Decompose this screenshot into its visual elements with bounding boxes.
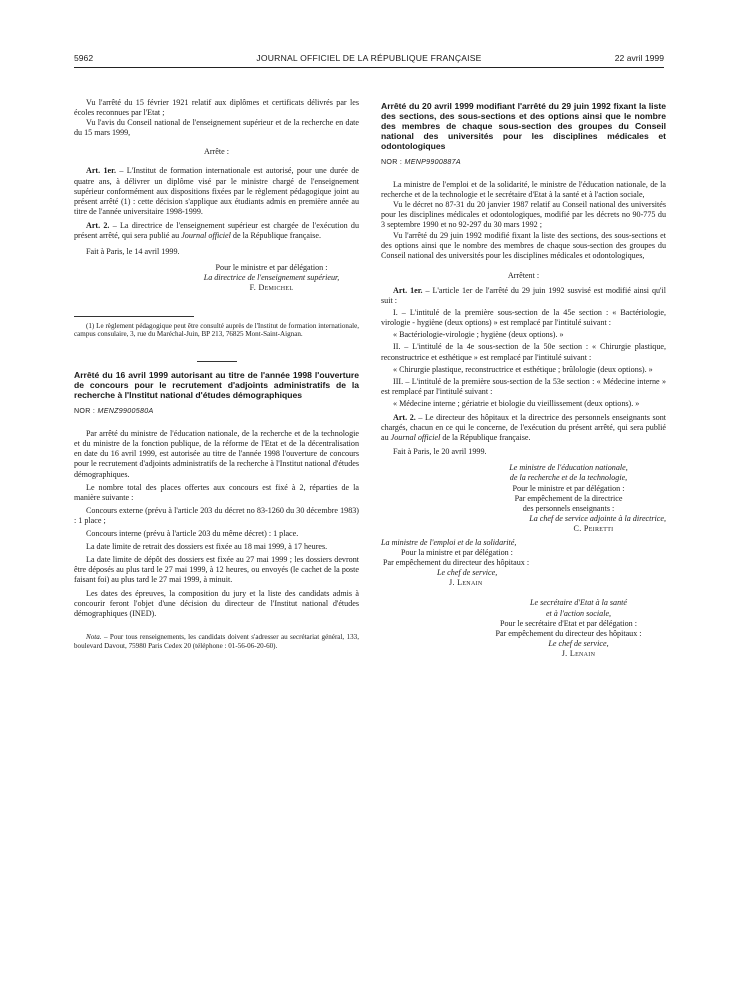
- article-1: [74, 166, 359, 216]
- fait-a-paris: Fait à Paris, le 14 avril 1999.: [86, 247, 180, 257]
- signature-block-sante: [381, 598, 666, 659]
- signature-line-1: Pour le ministre et par délégation :: [215, 263, 328, 273]
- visa-arrete-1992: Vu l'arrêté du 29 juin 1992 modifié fixant la liste des sections, des sous-sections et des options ainsi que le nombre des membres de chaque sous-section des groupes du Conseil national des universités pour les disciplines médicales et odontologiques,: [381, 230, 666, 260]
- sig-emp-4: Le chef de service,: [437, 568, 498, 578]
- visa-1921: Vu l'arrêté du 15 février 1921 relatif aux diplômes et certificats délivrés par les écoles reconnues par l'Etat ;: [74, 98, 359, 118]
- header-rule: [74, 67, 664, 68]
- nor-label: NOR :: [74, 407, 98, 416]
- sig-san-name: J. Lenain: [561, 648, 596, 658]
- signature-line-2: La directrice de l'enseignement supérieur,: [203, 273, 340, 283]
- nor-code: MENZ9900580A: [97, 407, 154, 416]
- sig-edu-4: Par empêchement de la directrice: [514, 493, 623, 503]
- sig-edu-5: des personnels enseignants :: [522, 503, 615, 513]
- footnote-rule: [74, 316, 194, 317]
- article-2-text-b: de la République française.: [230, 231, 322, 241]
- article-1-text: – L'Institut de formation internationale est autorisé, pour une durée de quatre ans, à délivrer un diplôme visé par le ministre chargé de l'enseignement supérieur conformément aux dispositions fixées par le règlement pédagogique joint au présent arrêté (1) : cette décision s'applique aux étudiants admis en première année au titre de l'année universitaire 1998-1999.: [74, 166, 359, 216]
- nota: [74, 633, 359, 651]
- journal-title: JOURNAL OFFICIEL DE LA RÉPUBLIQUE FRANÇAISE: [256, 53, 482, 63]
- signature-block-emploi: [381, 538, 666, 588]
- item-ii-quote: « Chirurgie plastique, reconstructrice et esthétique ; brûlologie (deux options). »: [393, 364, 653, 374]
- right-article-2-label: Art. 2.: [393, 412, 416, 422]
- right-fait-a-paris: Fait à Paris, le 20 avril 1999.: [393, 447, 487, 457]
- sig-san-2: et à l'action sociale,: [545, 608, 612, 618]
- right-article-1-text: – L'article 1er de l'arrêté du 29 juin 1992 susvisé est modifié ainsi qu'il suit :: [381, 285, 666, 306]
- nor-label-right: NOR :: [381, 158, 405, 166]
- right-article-2-jo: Journal officiel: [390, 433, 441, 443]
- nota-label: Nota.: [86, 632, 102, 641]
- page-header: [74, 53, 664, 65]
- item-i-quote: « Bactériologie-virologie ; hygiène (deux options). »: [393, 330, 564, 340]
- sig-san-1: Le secrétaire d'Etat à la santé: [530, 598, 627, 608]
- sig-emp-2: Pour la ministre et par délégation :: [401, 548, 513, 558]
- sig-emp-3: Par empêchement du directeur des hôpitaux :: [383, 558, 530, 568]
- item-iii: III. – L'intitulé de la première sous-section de la 53e section : « Médecine interne » est remplacé par l'intitulé suivant :: [381, 376, 666, 396]
- sig-emp-name: J. Lenain: [449, 578, 483, 588]
- right-column: [381, 101, 666, 659]
- nor-reference: [74, 406, 359, 416]
- par-arrete: Par arrêté du ministre de l'éducation nationale, de la recherche et de la technologie et du ministre de la fonction publique, de la réforme de l'Etat et de la décentralisation en date du 16 avril 1999, est autorisée au titre de l'année 1998 l'ouverture de concours pour le recrutement d'adjoints administratifs de la recherche à l'Institut national d'études démographiques.: [74, 429, 359, 479]
- dates-epreuves: Les dates des épreuves, la composition du jury et la liste des candidats admis à concourir feront l'objet d'une décision du directeur de l'Institut national d'études démographiques (INED).: [74, 588, 359, 618]
- title-arrete-16-avril: Arrêté du 16 avril 1999 autorisant au titre de l'année 1998 l'ouverture de concours pour le recrutement d'adjoints administratifs de la recherche à l'Institut national d'études démographiques: [74, 370, 359, 401]
- date-retrait: La date limite de retrait des dossiers est fixée au 18 mai 1999, à 17 heures.: [86, 542, 328, 552]
- title-arrete-20-avril: Arrêté du 20 avril 1999 modifiant l'arrêté du 29 juin 1992 fixant la liste des sections, des sous-sections et des options ainsi que le nombre des membres de chaque sous-section des groupes du Conseil national des universités pour les disciplines médicales et odontologiques: [381, 101, 666, 151]
- sig-san-3: Pour le secrétaire d'Etat et par délégation :: [500, 618, 637, 628]
- sig-edu-1: Le ministre de l'éducation nationale,: [509, 463, 628, 473]
- nor-reference-right: [381, 157, 666, 167]
- concours-interne: Concours interne (prévu à l'article 203 du même décret) : 1 place.: [86, 529, 299, 539]
- sig-edu-name: C. Peiretti: [573, 523, 614, 533]
- preamble-ministres: La ministre de l'emploi et de la solidarité, le ministre de l'éducation nationale, de la recherche et de la technologie et le secrétaire d'Etat à la santé et à l'action sociale,: [381, 180, 666, 200]
- issue-date: 22 avril 1999: [614, 53, 664, 63]
- visa-cneser: Vu l'avis du Conseil national de l'enseignement supérieur et de la recherche en date du 15 mars 1999,: [74, 118, 359, 138]
- nota-text: – Pour tous renseignements, les candidats doivent s'adresser au secrétariat général, 133, boulevard Davout, 75980 Paris Cedex 20 (téléphone : 01-56-06-20-60).: [74, 632, 359, 650]
- article-2-jo: Journal officiel: [181, 231, 231, 241]
- right-article-1-label: Art. 1er.: [393, 285, 423, 295]
- sig-san-5: Le chef de service,: [548, 638, 609, 648]
- article-2: [74, 221, 359, 241]
- concours-externe: Concours externe (prévu à l'article 203 du décret no 83-1260 du 30 décembre 1983) : 1 place ;: [74, 505, 359, 525]
- page-number: 5962: [74, 53, 94, 63]
- sig-edu-2: de la recherche et de la technologie,: [509, 473, 628, 483]
- visa-decret-1987: Vu le décret no 87-31 du 20 janvier 1987 relatif au Conseil national des universités pour les disciplines médicales et odontologiques, modifié par les décrets no 90-775 du 3 septembre 1990 et no 92-297 du 30 mars 1992 ;: [381, 200, 666, 230]
- right-article-2-text-b: de la République française.: [440, 433, 531, 443]
- footnote: (1) Le règlement pédagogique peut être consulté auprès de l'Institut de formation internationale, campus consulaire, 3, rue du Maréchal-Juin, BP 213, 76825 Mont-Saint-Aignan.: [74, 321, 359, 339]
- right-article-1: [381, 286, 666, 306]
- item-ii: II. – L'intitulé de la 4e sous-section de la 50e section : « Chirurgie plastique, reconstructrice et esthétique » est remplacé par l'intitulé suivant :: [381, 342, 666, 362]
- arrete-heading: Arrête :: [204, 147, 229, 157]
- arretent-heading: Arrêtent :: [507, 270, 540, 280]
- article-2-text-a: – La directrice de l'enseignement supérieur est chargée de l'exécution du présent arrêté, qui sera publié au: [74, 220, 360, 241]
- right-article-2-text-a: – Le directeur des hôpitaux et la directrice des personnels enseignants sont chargés, chacun en ce qui le concerne, de l'exécution du présent arrêté, qui sera publié au: [381, 412, 666, 443]
- sig-emp-1: La ministre de l'emploi et de la solidarité,: [381, 538, 517, 547]
- article-2-label: Art. 2.: [86, 220, 110, 230]
- left-column: [74, 98, 359, 650]
- sig-edu-6: La chef de service adjointe à la directrice,: [529, 513, 666, 523]
- nombre-places: Le nombre total des places offertes aux concours est fixé à 2, réparties de la manière suivante :: [74, 482, 359, 502]
- right-article-2: [381, 413, 666, 443]
- item-iii-quote: « Médecine interne ; gériatrie et biologie du vieillissement (deux options). »: [393, 398, 640, 408]
- item-i: I. – L'intitulé de la première sous-section de la 45e section : « Bactériologie, virologie - hygiène (deux options) » est remplacé par l'intitulé suivant :: [381, 308, 666, 328]
- section-separator: [197, 361, 237, 362]
- signature-name: F. Demichel: [249, 283, 294, 293]
- article-1-label: Art. 1er.: [86, 166, 117, 176]
- sig-edu-3: Pour le ministre et par délégation :: [512, 483, 625, 493]
- date-depot: La date limite de dépôt des dossiers est fixée au 27 mai 1999 ; les dossiers devront être déposés au plus tard le 27 mai 1999, à 12 heures, ou envoyés (le cachet de la poste faisant foi) au plus tard le 27 mai 1999, à minuit.: [74, 555, 359, 585]
- sig-san-4: Par empêchement du directeur des hôpitaux :: [495, 628, 642, 638]
- signature-block-education: [381, 463, 666, 534]
- nor-code-right: MENP9900887A: [404, 158, 461, 166]
